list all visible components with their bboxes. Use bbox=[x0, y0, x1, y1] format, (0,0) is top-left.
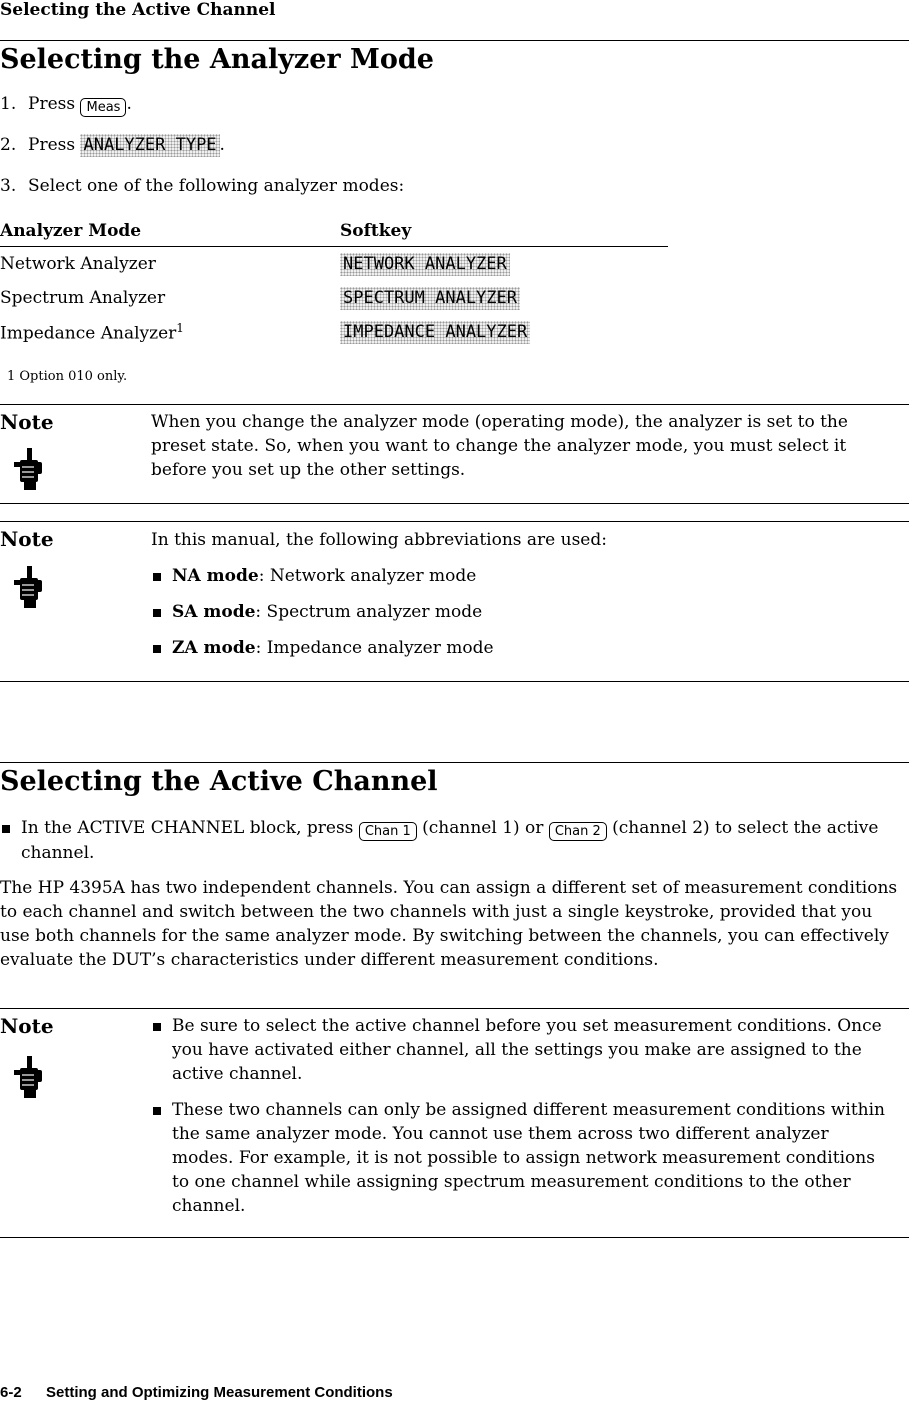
chan-2-key[interactable]: Chan 2 bbox=[549, 822, 607, 841]
table-header-row bbox=[0, 216, 668, 247]
term: SA mode bbox=[172, 602, 256, 622]
bullet-paragraph bbox=[0, 816, 901, 865]
bullet-icon bbox=[153, 645, 161, 653]
note-text bbox=[151, 528, 891, 660]
page-footer bbox=[0, 1384, 393, 1401]
analyzer-type-softkey[interactable]: ANALYZER TYPE bbox=[80, 134, 219, 157]
definition: : Network analyzer mode bbox=[258, 566, 477, 586]
table-row bbox=[0, 315, 668, 349]
bullet-text: (channel 2) to select the active channel. bbox=[21, 818, 879, 863]
divider bbox=[0, 1008, 909, 1009]
network-analyzer-softkey[interactable]: NETWORK ANALYZER bbox=[340, 253, 510, 276]
running-head: Selecting the Active Channel bbox=[0, 0, 276, 20]
pointing-hand-icon bbox=[10, 448, 44, 490]
punctuation: . bbox=[219, 135, 225, 155]
step-text: Press bbox=[28, 135, 76, 155]
table-row bbox=[0, 247, 668, 282]
note-label: Note bbox=[0, 527, 54, 551]
step-2 bbox=[0, 134, 225, 157]
bullet-icon bbox=[153, 609, 161, 617]
divider bbox=[0, 40, 909, 41]
divider bbox=[0, 681, 909, 682]
bullet-icon bbox=[153, 1023, 161, 1031]
bullet-text: In the ACTIVE CHANNEL block, press bbox=[21, 818, 354, 838]
list-item bbox=[151, 636, 891, 660]
impedance-analyzer-softkey[interactable]: IMPEDANCE ANALYZER bbox=[340, 321, 530, 344]
pointing-hand-icon bbox=[10, 566, 44, 608]
step-number: 2. bbox=[0, 135, 17, 155]
analyzer-mode-table bbox=[0, 216, 668, 349]
step-3 bbox=[0, 176, 404, 196]
divider bbox=[0, 404, 909, 405]
divider bbox=[0, 762, 909, 763]
footer-title: Setting and Optimizing Measurement Conditions bbox=[46, 1384, 393, 1401]
mode-name: Impedance Analyzer bbox=[0, 323, 177, 344]
column-header-softkey: Softkey bbox=[340, 221, 412, 241]
note-intro: In this manual, the following abbreviations are used: bbox=[151, 530, 607, 550]
note-text bbox=[151, 1014, 891, 1218]
pointing-hand-icon bbox=[10, 1056, 44, 1098]
column-header-mode: Analyzer Mode bbox=[0, 221, 142, 241]
note-paragraph: When you change the analyzer mode (operating mode), the analyzer is set to the preset state. So, when you want to change the analyzer mode, you must select it before you set up the other settings. bbox=[151, 412, 848, 480]
list-item-text: Be sure to select the active channel before you set measurement conditions. Once you have activated either channel, all the settings you make are assigned to the active channel. bbox=[172, 1016, 882, 1084]
step-text: Press bbox=[28, 94, 76, 114]
note-label: Note bbox=[0, 410, 54, 434]
punctuation: . bbox=[126, 94, 132, 114]
bullet-icon bbox=[2, 825, 10, 833]
step-number: 1. bbox=[0, 94, 17, 114]
mode-name: Spectrum Analyzer bbox=[0, 288, 166, 308]
list-item bbox=[151, 1098, 891, 1218]
mode-cell bbox=[0, 315, 340, 349]
note-label: Note bbox=[0, 1014, 54, 1038]
list-item bbox=[151, 600, 891, 624]
step-1 bbox=[0, 94, 132, 117]
spectrum-analyzer-softkey[interactable]: SPECTRUM ANALYZER bbox=[340, 287, 520, 310]
section-title-active-channel: Selecting the Active Channel bbox=[0, 766, 438, 797]
note-text bbox=[151, 410, 891, 482]
mode-name: Network Analyzer bbox=[0, 254, 156, 274]
definition: : Spectrum analyzer mode bbox=[255, 602, 483, 622]
list-item-text: These two channels can only be assigned different measurement conditions within the same analyzer mode. You cannot use them across two different analyzer modes. For example, it is not possible to assign network measurement conditions to one channel while assigning spectrum measurement conditions to the other channel. bbox=[172, 1100, 885, 1216]
chan-1-key[interactable]: Chan 1 bbox=[359, 822, 417, 841]
list-item bbox=[151, 564, 891, 588]
body-paragraph: The HP 4395A has two independent channels. You can assign a different set of measurement conditions to each channel and switch between the two channels with just a single keystroke, provided that you use both channels for the same analyzer mode. By switching between the channels, you can effectively evaluate the DUT’s characteristics under different measurement conditions. bbox=[0, 878, 898, 970]
bullet-text: (channel 1) or bbox=[422, 818, 544, 838]
step-number: 3. bbox=[0, 176, 17, 196]
step-text: Select one of the following analyzer modes: bbox=[28, 176, 405, 196]
definition: : Impedance analyzer mode bbox=[255, 638, 494, 658]
table-row bbox=[0, 281, 668, 315]
divider bbox=[0, 1237, 909, 1238]
list-item bbox=[151, 1014, 891, 1086]
term: ZA mode bbox=[172, 638, 256, 658]
term: NA mode bbox=[172, 566, 259, 586]
footnote-marker: 1 bbox=[176, 320, 184, 335]
bullet-icon bbox=[153, 573, 161, 581]
divider bbox=[0, 503, 909, 504]
section-title-analyzer-mode: Selecting the Analyzer Mode bbox=[0, 44, 434, 75]
bullet-icon bbox=[153, 1107, 161, 1115]
table-footnote: 1 Option 010 only. bbox=[7, 369, 128, 384]
meas-key[interactable]: Meas bbox=[80, 98, 126, 117]
page-number: 6-2 bbox=[0, 1384, 22, 1401]
divider bbox=[0, 521, 909, 522]
